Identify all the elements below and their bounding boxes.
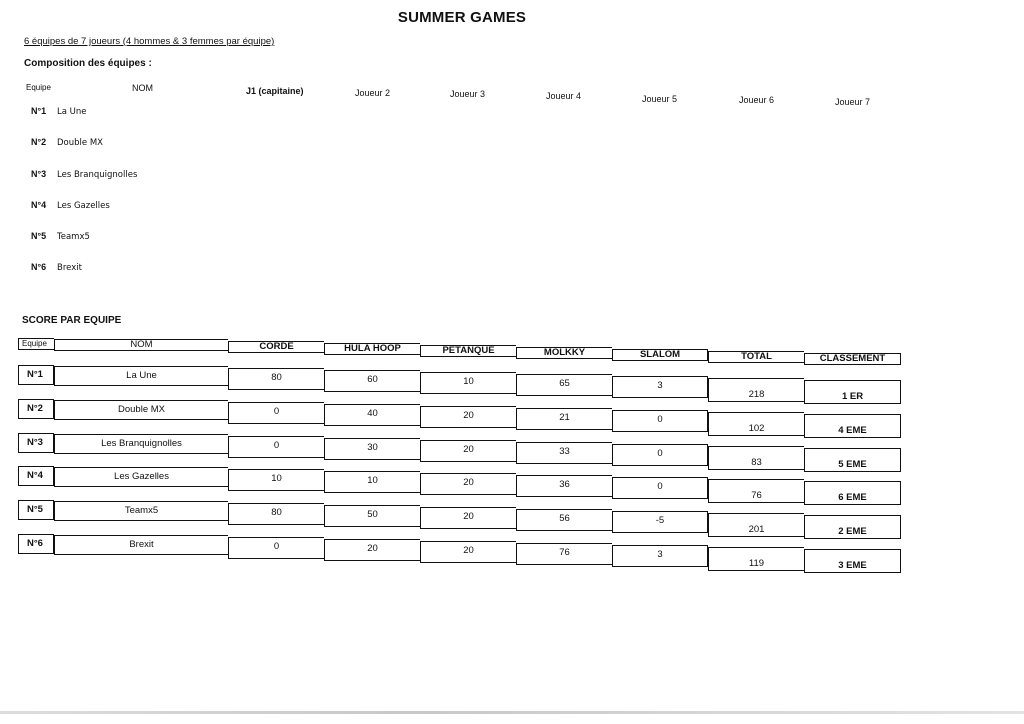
score-value-hula: 60: [367, 374, 378, 385]
score-cell-num: [18, 466, 54, 486]
score-cell-hula: [324, 471, 420, 493]
list-item: [31, 169, 137, 183]
score-cell-corde: [228, 469, 324, 491]
score-cell-name: [54, 467, 228, 487]
score-cell-classement: [804, 448, 901, 472]
score-cell-molkky: [516, 543, 612, 565]
score-cell-classement: [804, 414, 901, 438]
score-value-classement: 3 EME: [838, 560, 867, 571]
score-value-total: 83: [751, 457, 762, 468]
team-number: N°4: [31, 200, 47, 210]
score-heading: SCORE PAR EQUIPE: [22, 315, 122, 326]
score-cell-molkky: [516, 374, 612, 396]
score-cell-name: [54, 400, 228, 420]
score-header-petanque: PETANQUE: [420, 345, 516, 357]
score-value-slalom: 3: [657, 549, 663, 560]
score-value-slalom: -5: [655, 515, 665, 526]
score-value-name: La Une: [126, 370, 157, 381]
score-cell-total: [708, 513, 804, 537]
team-name: Teamx5: [57, 232, 90, 242]
score-cell-molkky: [516, 509, 612, 531]
team-name: Les Gazelles: [57, 201, 110, 211]
score-value-name: Les Gazelles: [114, 471, 169, 482]
score-value-classement: 2 EME: [838, 526, 867, 537]
score-cell-petanque: [420, 507, 516, 529]
score-value-total: 119: [748, 558, 765, 569]
score-cell-slalom: [612, 477, 708, 499]
score-cell-corde: [228, 503, 324, 525]
score-cell-corde: [228, 368, 324, 390]
score-value-num: N°6: [27, 538, 43, 549]
score-cell-classement: [804, 380, 901, 404]
score-value-num: N°5: [27, 504, 43, 515]
score-value-num: N°2: [27, 403, 43, 414]
score-cell-slalom: [612, 376, 708, 398]
score-cell-num: [18, 433, 54, 453]
score-header-corde: CORDE: [228, 341, 324, 353]
score-cell-molkky: [516, 442, 612, 464]
score-value-petanque: 20: [463, 444, 474, 455]
team-name: Brexit: [57, 263, 82, 273]
score-cell-name: [54, 535, 228, 555]
score-cell-name: [54, 434, 228, 454]
score-cell-classement: [804, 481, 901, 505]
score-header-classement: CLASSEMENT: [804, 353, 901, 365]
comp-header-j2: Joueur 2: [355, 88, 391, 98]
score-cell-classement: [804, 515, 901, 539]
score-cell-petanque: [420, 473, 516, 495]
score-value-corde: 0: [273, 440, 280, 451]
score-value-classement: 1 ER: [841, 391, 864, 402]
list-item: [31, 137, 103, 151]
score-value-petanque: 20: [463, 410, 474, 421]
score-value-slalom: 0: [657, 448, 663, 459]
team-number: N°2: [31, 137, 47, 147]
score-header-molkky: MOLKKY: [516, 347, 612, 359]
team-name: Les Branquignolles: [57, 170, 138, 180]
composition-heading: Composition des équipes :: [24, 58, 152, 69]
score-value-corde: 0: [273, 541, 280, 552]
score-value-total: 201: [748, 524, 765, 535]
score-header-hula: HULA HOOP: [324, 343, 420, 355]
score-cell-hula: [324, 505, 420, 527]
score-cell-corde: [228, 537, 324, 559]
score-value-molkky: 56: [559, 513, 570, 524]
team-name: La Une: [57, 107, 87, 117]
score-table: [18, 338, 904, 573]
score-cell-total: [708, 547, 804, 571]
score-header-slalom: SLALOM: [612, 349, 708, 361]
score-value-num: N°3: [27, 437, 43, 448]
score-value-hula: 50: [367, 509, 378, 520]
score-cell-num: [18, 534, 54, 554]
score-value-total: 218: [748, 389, 765, 400]
score-value-petanque: 10: [463, 376, 474, 387]
score-cell-num: [18, 365, 54, 385]
score-value-slalom: 3: [657, 380, 663, 391]
score-cell-total: [708, 412, 804, 436]
score-value-total: 102: [748, 423, 765, 434]
comp-header-j1: J1 (capitaine): [246, 86, 304, 96]
page-title: SUMMER GAMES: [397, 9, 527, 26]
comp-header-j7: Joueur 7: [835, 97, 871, 107]
score-value-corde: 80: [271, 372, 282, 383]
score-cell-petanque: [420, 541, 516, 563]
page-subtitle: 6 équipes de 7 joueurs (4 hommes & 3 femmes par équipe): [24, 36, 275, 47]
score-value-corde: 0: [273, 406, 280, 417]
score-cell-slalom: [612, 545, 708, 567]
score-cell-hula: [324, 370, 420, 392]
score-value-molkky: 36: [559, 479, 570, 490]
score-cell-corde: [228, 436, 324, 458]
score-value-petanque: 20: [463, 477, 474, 488]
score-value-hula: 20: [367, 543, 378, 554]
team-number: N°5: [31, 231, 47, 241]
score-cell-name: [54, 366, 228, 386]
score-cell-molkky: [516, 475, 612, 497]
score-value-petanque: 20: [463, 545, 474, 556]
score-cell-slalom: [612, 511, 708, 533]
list-item: [31, 231, 90, 245]
score-value-hula: 10: [367, 475, 378, 486]
score-cell-petanque: [420, 372, 516, 394]
team-number: N°6: [31, 262, 47, 272]
comp-header-j6: Joueur 6: [739, 95, 775, 105]
score-cell-total: [708, 378, 804, 402]
score-cell-hula: [324, 539, 420, 561]
score-value-slalom: 0: [657, 481, 663, 492]
score-cell-molkky: [516, 408, 612, 430]
comp-header-equipe: Equipe: [26, 83, 51, 92]
score-value-slalom: 0: [657, 414, 663, 425]
score-value-corde: 10: [271, 473, 282, 484]
score-value-total: 76: [751, 490, 762, 501]
score-value-molkky: 33: [559, 446, 570, 457]
score-value-name: Teamx5: [124, 505, 159, 516]
score-value-classement: 6 EME: [838, 492, 867, 503]
score-header-equipe: Equipe: [18, 338, 54, 350]
score-cell-total: [708, 446, 804, 470]
score-value-hula: 30: [367, 442, 378, 453]
score-cell-petanque: [420, 406, 516, 428]
score-cell-slalom: [612, 410, 708, 432]
score-cell-slalom: [612, 444, 708, 466]
score-value-classement: 5 EME: [838, 459, 867, 470]
team-number: N°3: [31, 169, 47, 179]
score-value-hula: 40: [367, 408, 378, 419]
score-cell-petanque: [420, 440, 516, 462]
score-header-nom: NOM: [54, 339, 228, 351]
score-value-num: N°1: [27, 369, 43, 380]
score-value-corde: 80: [271, 507, 282, 518]
score-cell-total: [708, 479, 804, 503]
score-cell-name: [54, 501, 228, 521]
comp-header-j3: Joueur 3: [450, 89, 486, 99]
page-bottom-edge: [0, 711, 1024, 714]
score-cell-num: [18, 399, 54, 419]
score-cell-classement: [804, 549, 901, 573]
comp-header-nom: NOM: [132, 83, 153, 93]
score-value-name: Brexit: [129, 539, 154, 550]
score-cell-hula: [324, 438, 420, 460]
score-value-molkky: 21: [559, 412, 570, 423]
comp-header-j5: Joueur 5: [642, 94, 678, 104]
team-number: N°1: [31, 106, 47, 116]
score-value-name: Les Branquignolles: [101, 438, 182, 449]
score-header-total: TOTAL: [708, 351, 804, 363]
team-name: Double MX: [57, 138, 103, 148]
score-value-molkky: 65: [559, 378, 570, 389]
score-cell-hula: [324, 404, 420, 426]
list-item: [31, 262, 82, 276]
score-cell-corde: [228, 402, 324, 424]
score-value-num: N°4: [27, 470, 43, 481]
score-value-petanque: 20: [463, 511, 474, 522]
comp-header-j4: Joueur 4: [546, 91, 582, 101]
score-value-classement: 4 EME: [838, 425, 867, 436]
list-item: [31, 200, 110, 214]
list-item: [31, 106, 86, 120]
score-value-molkky: 76: [559, 547, 570, 558]
score-cell-num: [18, 500, 54, 520]
score-value-name: Double MX: [118, 404, 165, 415]
